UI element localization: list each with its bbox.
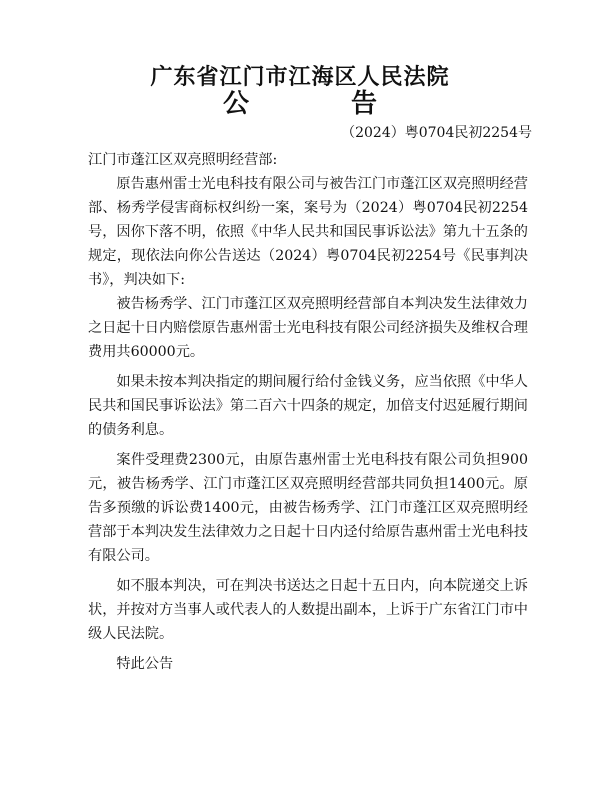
- case-number: （2024）粤0704民初2254号: [341, 125, 532, 141]
- closing-statement: 特此公告: [116, 656, 174, 672]
- paragraph-court-fees: 案件受理费2300元，由原告惠州雷士光电科技有限公司负担900元，被告杨秀学、江门市蓬江区双亮照明经营部共同负担1400元。原告多预缴的诉讼费1400元，由被告杨秀学、江门市蓬江区双亮照明经营部于本判决发生法律效力之日起十日内迳付给原告惠州雷士光电科技有限公司。: [88, 452, 528, 564]
- paragraph-case-summary: 原告惠州雷士光电科技有限公司与被告江门市蓬江区双亮照明经营部、杨秀学侵害商标权纠纷一案，案号为（2024）粤0704民初2254号，因你下落不明，依照《中华人民共和国民事诉讼法》第九十五条的规定，现依法向你公告送达（2024）粤0704民初2254号《民事判决书》，判决如下:: [88, 176, 528, 288]
- paragraph-judgment-compensation: 被告杨秀学、江门市蓬江区双亮照明经营部自本判决发生法律效力之日起十日内赔偿原告惠州雷士光电科技有限公司经济损失及维权合理费用共60000元。: [88, 296, 528, 360]
- notice-title: 公 告: [222, 89, 415, 119]
- paragraph-appeal: 如不服本判决，可在判决书送达之日起十五日内，向本院递交上诉状，并按对方当事人或代表人的人数提出副本，上诉于广东省江门市中级人民法院。: [88, 578, 528, 642]
- paragraph-late-payment: 如果未按本判决指定的期间履行给付金钱义务，应当依照《中华人民共和国民事诉讼法》第二百六十四条的规定，加倍支付迟延履行期间的债务利息。: [88, 374, 528, 438]
- notice-body: [88, 148, 528, 676]
- addressee: 江门市蓬江区双亮照明经营部:: [88, 152, 278, 168]
- court-name: 广东省江门市江海区人民法院: [150, 64, 450, 90]
